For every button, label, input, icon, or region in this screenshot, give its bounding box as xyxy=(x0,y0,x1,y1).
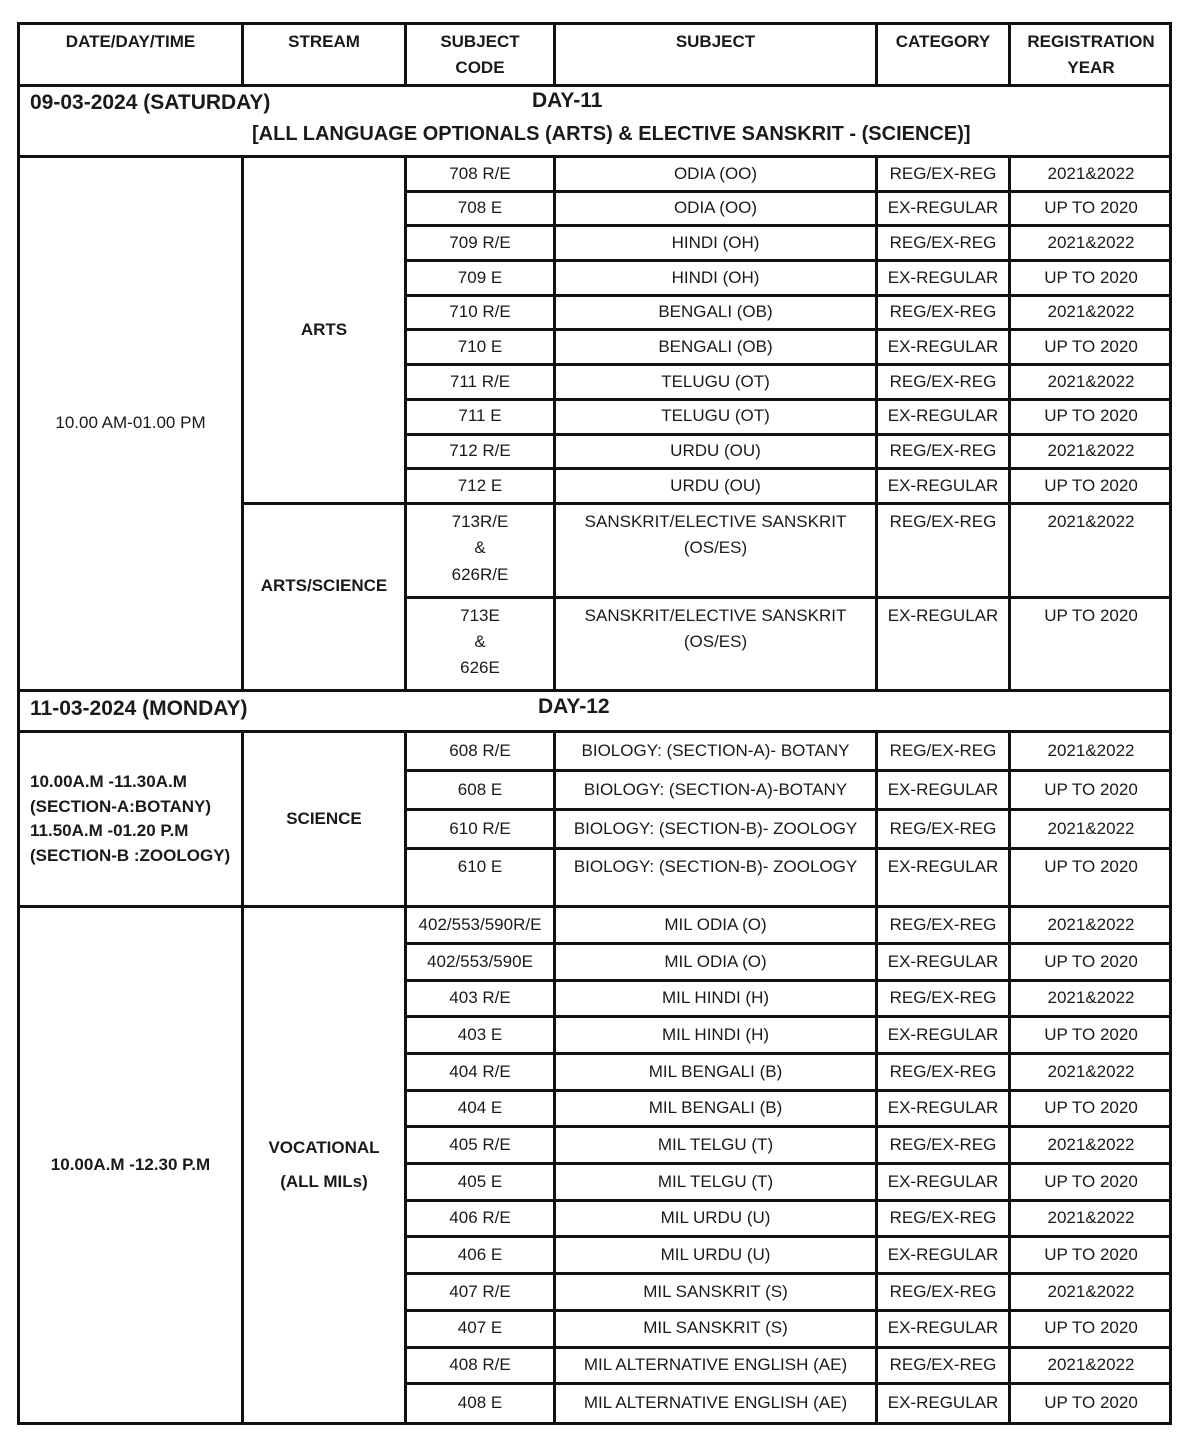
category: EX-REGULAR xyxy=(878,401,1011,436)
subject-code: 407 E xyxy=(407,1312,556,1349)
subject-code: 608 R/E xyxy=(407,733,556,772)
subject-name: SANSKRIT/ELECTIVE SANSKRIT (OS/ES) xyxy=(556,599,878,693)
registration-year: UP TO 2020 xyxy=(1011,262,1171,297)
category: EX-REGULAR xyxy=(878,1238,1011,1275)
registration-year: 2021&2022 xyxy=(1011,1128,1171,1165)
subject-name: BIOLOGY: (SECTION-A)- BOTANY xyxy=(556,733,878,772)
day12-date: 11-03-2024 (MONDAY) xyxy=(30,697,248,721)
subject-code: 708 E xyxy=(407,193,556,228)
category: REG/EX-REG xyxy=(878,1128,1011,1165)
registration-year: 2021&2022 xyxy=(1011,158,1171,193)
registration-year: UP TO 2020 xyxy=(1011,1165,1171,1202)
time-slot: 10.00A.M -12.30 P.M xyxy=(20,908,244,1422)
subject-name: MIL HINDI (H) xyxy=(556,1018,878,1055)
category: EX-REGULAR xyxy=(878,1385,1011,1422)
subject-name: BIOLOGY: (SECTION-A)-BOTANY xyxy=(556,772,878,811)
day11-label: DAY-11 xyxy=(532,89,603,112)
subject-code: 405 E xyxy=(407,1165,556,1202)
registration-year: UP TO 2020 xyxy=(1011,945,1171,982)
subject-name: ODIA (OO) xyxy=(556,193,878,228)
day11-subtitle: [ALL LANGUAGE OPTIONALS (ARTS) & ELECTIVE SANSKRIT - (SCIENCE)] xyxy=(252,123,971,145)
subject-name: MIL URDU (U) xyxy=(556,1202,878,1239)
category: REG/EX-REG xyxy=(878,505,1011,599)
header-category: CATEGORY xyxy=(878,25,1011,87)
registration-year: UP TO 2020 xyxy=(1011,850,1171,908)
registration-year: UP TO 2020 xyxy=(1011,331,1171,366)
category: EX-REGULAR xyxy=(878,193,1011,228)
category: EX-REGULAR xyxy=(878,1092,1011,1129)
header-date-day-time: DATE/DAY/TIME xyxy=(20,25,244,87)
registration-year: 2021&2022 xyxy=(1011,1275,1171,1312)
subject-name: MIL BENGALI (B) xyxy=(556,1092,878,1129)
subject-code: 406 E xyxy=(407,1238,556,1275)
subject-name: MIL TELGU (T) xyxy=(556,1128,878,1165)
header-subject: SUBJECT xyxy=(556,25,878,87)
category: REG/EX-REG xyxy=(878,1275,1011,1312)
exam-schedule-table xyxy=(17,22,1172,1425)
header-subject-code: SUBJECT CODE xyxy=(407,25,556,87)
category: REG/EX-REG xyxy=(878,1202,1011,1239)
subject-code: 709 R/E xyxy=(407,227,556,262)
subject-code: 713R/E & 626R/E xyxy=(407,505,556,599)
subject-name: SANSKRIT/ELECTIVE SANSKRIT (OS/ES) xyxy=(556,505,878,599)
registration-year: UP TO 2020 xyxy=(1011,1238,1171,1275)
header-registration-year: REGISTRATION YEAR xyxy=(1011,25,1171,87)
table-header xyxy=(20,25,1169,87)
subject-name: ODIA (OO) xyxy=(556,158,878,193)
registration-year: UP TO 2020 xyxy=(1011,401,1171,436)
subject-name: BIOLOGY: (SECTION-B)- ZOOLOGY xyxy=(556,850,878,908)
subject-code: 708 R/E xyxy=(407,158,556,193)
subject-name: MIL SANSKRIT (S) xyxy=(556,1275,878,1312)
registration-year: UP TO 2020 xyxy=(1011,772,1171,811)
registration-year: UP TO 2020 xyxy=(1011,599,1171,693)
subject-code: 402/553/590E xyxy=(407,945,556,982)
subject-code: 407 R/E xyxy=(407,1275,556,1312)
subject-code: 408 R/E xyxy=(407,1349,556,1386)
registration-year: 2021&2022 xyxy=(1011,1055,1171,1092)
category: REG/EX-REG xyxy=(878,982,1011,1019)
subject-code: 610 R/E xyxy=(407,811,556,850)
subject-name: HINDI (OH) xyxy=(556,227,878,262)
registration-year: 2021&2022 xyxy=(1011,436,1171,471)
subject-name: MIL ODIA (O) xyxy=(556,908,878,945)
registration-year: 2021&2022 xyxy=(1011,908,1171,945)
day12-banner xyxy=(20,692,1169,733)
registration-year: UP TO 2020 xyxy=(1011,1092,1171,1129)
category: EX-REGULAR xyxy=(878,599,1011,693)
subject-code: 712 R/E xyxy=(407,436,556,471)
subject-name: BENGALI (OB) xyxy=(556,331,878,366)
stream-vocational: VOCATIONAL (ALL MILs) xyxy=(244,908,407,1422)
category: REG/EX-REG xyxy=(878,733,1011,772)
subject-code: 402/553/590R/E xyxy=(407,908,556,945)
time-slot: 10.00A.M -11.30A.M (SECTION-A:BOTANY) 11.50A.M -01.20 P.M (SECTION-B :ZOOLOGY) xyxy=(20,733,244,908)
category: EX-REGULAR xyxy=(878,772,1011,811)
registration-year: 2021&2022 xyxy=(1011,505,1171,599)
category: EX-REGULAR xyxy=(878,470,1011,505)
stream-arts: ARTS xyxy=(244,158,407,505)
registration-year: 2021&2022 xyxy=(1011,297,1171,332)
subject-code: 404 R/E xyxy=(407,1055,556,1092)
subject-name: MIL URDU (U) xyxy=(556,1238,878,1275)
subject-name: MIL ODIA (O) xyxy=(556,945,878,982)
category: REG/EX-REG xyxy=(878,811,1011,850)
subject-code: 712 E xyxy=(407,470,556,505)
subject-name: MIL BENGALI (B) xyxy=(556,1055,878,1092)
category: EX-REGULAR xyxy=(878,262,1011,297)
subject-code: 711 R/E xyxy=(407,366,556,401)
subject-name: BENGALI (OB) xyxy=(556,297,878,332)
subject-name: MIL HINDI (H) xyxy=(556,982,878,1019)
header-stream: STREAM xyxy=(244,25,407,87)
subject-name: TELUGU (OT) xyxy=(556,366,878,401)
category: REG/EX-REG xyxy=(878,1055,1011,1092)
registration-year: UP TO 2020 xyxy=(1011,193,1171,228)
subject-code: 710 R/E xyxy=(407,297,556,332)
registration-year: 2021&2022 xyxy=(1011,366,1171,401)
subject-code: 408 E xyxy=(407,1385,556,1422)
subject-name: TELUGU (OT) xyxy=(556,401,878,436)
category: REG/EX-REG xyxy=(878,1349,1011,1386)
subject-name: MIL TELGU (T) xyxy=(556,1165,878,1202)
subject-name: BIOLOGY: (SECTION-B)- ZOOLOGY xyxy=(556,811,878,850)
registration-year: 2021&2022 xyxy=(1011,227,1171,262)
subject-code: 403 R/E xyxy=(407,982,556,1019)
subject-name: URDU (OU) xyxy=(556,436,878,471)
category: REG/EX-REG xyxy=(878,366,1011,401)
subject-name: MIL ALTERNATIVE ENGLISH (AE) xyxy=(556,1385,878,1422)
time-slot: 10.00 AM-01.00 PM xyxy=(20,158,244,692)
day11-rows xyxy=(20,158,1169,692)
category: REG/EX-REG xyxy=(878,436,1011,471)
subject-code: 405 R/E xyxy=(407,1128,556,1165)
registration-year: UP TO 2020 xyxy=(1011,470,1171,505)
registration-year: 2021&2022 xyxy=(1011,733,1171,772)
subject-code: 710 E xyxy=(407,331,556,366)
category: REG/EX-REG xyxy=(878,908,1011,945)
subject-name: MIL ALTERNATIVE ENGLISH (AE) xyxy=(556,1349,878,1386)
registration-year: 2021&2022 xyxy=(1011,1349,1171,1386)
stream-arts-science: ARTS/SCIENCE xyxy=(244,505,407,692)
category: REG/EX-REG xyxy=(878,158,1011,193)
day11-banner xyxy=(20,87,1169,158)
subject-code: 711 E xyxy=(407,401,556,436)
category: REG/EX-REG xyxy=(878,297,1011,332)
subject-name: MIL SANSKRIT (S) xyxy=(556,1312,878,1349)
category: EX-REGULAR xyxy=(878,1165,1011,1202)
day12-rows xyxy=(20,733,1169,1422)
subject-code: 610 E xyxy=(407,850,556,908)
registration-year: 2021&2022 xyxy=(1011,982,1171,1019)
category: EX-REGULAR xyxy=(878,331,1011,366)
category: EX-REGULAR xyxy=(878,850,1011,908)
category: EX-REGULAR xyxy=(878,945,1011,982)
subject-code: 404 E xyxy=(407,1092,556,1129)
day11-date: 09-03-2024 (SATURDAY) xyxy=(30,91,271,114)
category: REG/EX-REG xyxy=(878,227,1011,262)
stream-science: SCIENCE xyxy=(244,733,407,908)
day12-label: DAY-12 xyxy=(538,695,610,719)
registration-year: 2021&2022 xyxy=(1011,811,1171,850)
registration-year: UP TO 2020 xyxy=(1044,1393,1138,1413)
subject-name: URDU (OU) xyxy=(556,470,878,505)
category: EX-REGULAR xyxy=(878,1312,1011,1349)
subject-code: 403 E xyxy=(407,1018,556,1055)
subject-code: 608 E xyxy=(407,772,556,811)
registration-year: UP TO 2020 xyxy=(1011,1312,1171,1349)
subject-name: HINDI (OH) xyxy=(556,262,878,297)
registration-year: UP TO 2020 xyxy=(1011,1018,1171,1055)
subject-code: 713E & 626E xyxy=(407,599,556,693)
category: EX-REGULAR xyxy=(878,1018,1011,1055)
subject-code: 406 R/E xyxy=(407,1202,556,1239)
registration-year: 2021&2022 xyxy=(1011,1202,1171,1239)
subject-code: 709 E xyxy=(407,262,556,297)
